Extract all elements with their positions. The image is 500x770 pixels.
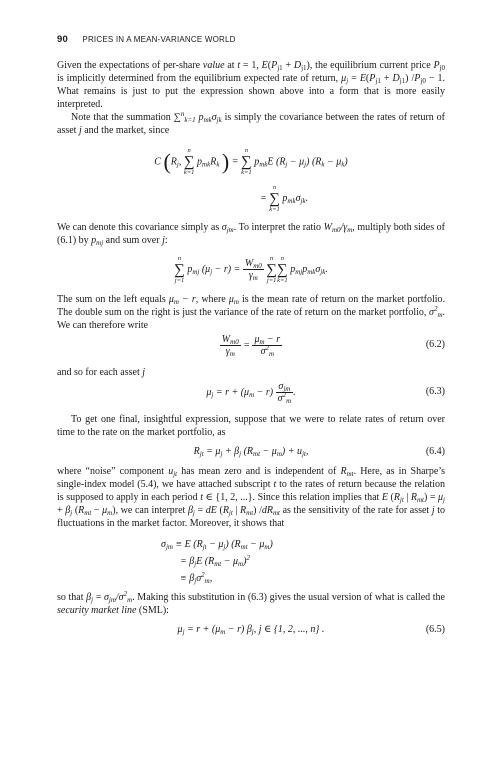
equation-number: (6.2) — [425, 339, 445, 350]
equation-number: (6.3) — [425, 386, 445, 397]
equation-6-2: $\frac{W_{m0}}{\gamma_m}$ = $\frac{\mu_m - r}{\sigma^2_m}$ (6.2) — [221, 334, 445, 358]
beta-derivation: $\sigma_{jm} \equiv E$ $(R_{jt} - \mu_j) (R_{mt} - \mu_m)$ = $\beta_jE$ $(R_{mt} - \mu_m)^2$ ≡ $\beta_j\sigma^2_m$, — [161, 539, 273, 585]
paragraph-3: We can denote this covariance simply as $\sigma_{jm}$. To interpret the ratio $W_{m0}/\gamma_m$, multiply both sides of (6.1) by $p_{mj}$ and sum over j: — [57, 222, 445, 247]
running-header — [57, 34, 445, 45]
covariance-equation: C ($R_j$, n ∑ k=1 $p_{mk}R_k$ ) = n ∑ k=1 $p_{mk}E$ $(R_j - \mu_j) (R_k - \mu_k)$ = n ∑ k=1 $p_{mk}\sigma_{jk}$. — [154, 147, 348, 213]
page-number: 90 — [57, 34, 68, 45]
paragraph-7: where “noise” component $u_{jt}$ has mean zero and is independent of $R_{mt}$. Here, as in Sharpe’s single-index model (5.4), we have attached subscript t to the rates of return because the relation is supposed to apply in each period t ∈ {1, 2, ...}. Since this relation implies that E ($R_{jt}$ | $R_{mt}) = \mu_j + \beta_j$ $(R_{mt} - \mu_m)$, we can interpret $\beta_j$ = dE ($R_{jt}$ | $R_{mt}$) $/dR_{mt}$ as the sensitivity of the rate for asset j to fluctuations in the market factor. Moreover, it shows that — [57, 466, 446, 529]
running-title: PRICES IN A MEAN-VARIANCE WORLD — [82, 35, 236, 44]
paragraph-6: To get one final, insightful expression, suppose that we were to relate rates of return over time to the rate on the market portfolio, as — [57, 414, 445, 438]
paragraph-5: and so for each asset j — [57, 367, 146, 378]
paragraph-2: Note that the summation ∑$^n_{k=1}$ $p_{mk}\sigma_{jk}$ is simply the covariance between the rates of return of asset j and the market, since — [57, 110, 446, 136]
paragraph-4: The sum on the left equals $\mu_m - r$, where $\mu_m$ is the mean rate of return on the market portfolio. The double sum on the right is just the variance of the rate of return on the market portfolio, $\sigma^2_m$. We can therefore write — [57, 294, 445, 331]
equation-6-4: $R_{jt} = \mu_j + \beta_j$ $(R_{mt} - \mu_m) + u_{jt}$, (6.4) — [57, 441, 445, 463]
equation-number: (6.4) — [425, 446, 445, 457]
paragraph-8: so that $\beta_j = \sigma_{jm}/\sigma^2_m$. Making this substitution in (6.3) gives the usual version of what is called the security market line (SML): — [57, 590, 445, 616]
equation-6-5: $\mu_j = r + (\mu_m - r)$ $\beta_j$, j ∈ {1, 2, ..., n} . (6.5) — [57, 619, 445, 641]
equation-number: (6.5) — [425, 624, 445, 635]
page — [57, 34, 445, 643]
paragraph-1: Given the expectations of per-share value at t = 1, $E(P_{j1} + D_{j1})$, the equilibrium current price $P_{j0}$ is implicitly determined from the equilibrium expected rate of return, $\mu_j = E(P_{j1} + D_{j1}) /P_{j0} - 1$. What remains is just to put the expression shown above into a form that is more easily interpreted. — [57, 60, 446, 110]
double-sum-equation: n ∑ j=1 $p_{mj}$ $(\mu_j - r)$ = $\frac{W_{m0}}{\gamma_m}$ n ∑ j=1 n ∑ k=1 $p_{mj}p_{mk}\sigma_{jk}$. — [174, 254, 328, 284]
equation-6-3: $\mu_j = r + (\mu_m - r)$ $\frac{\sigma_{jm}}{\sigma^2_m}$ . (6.3) — [206, 381, 445, 405]
